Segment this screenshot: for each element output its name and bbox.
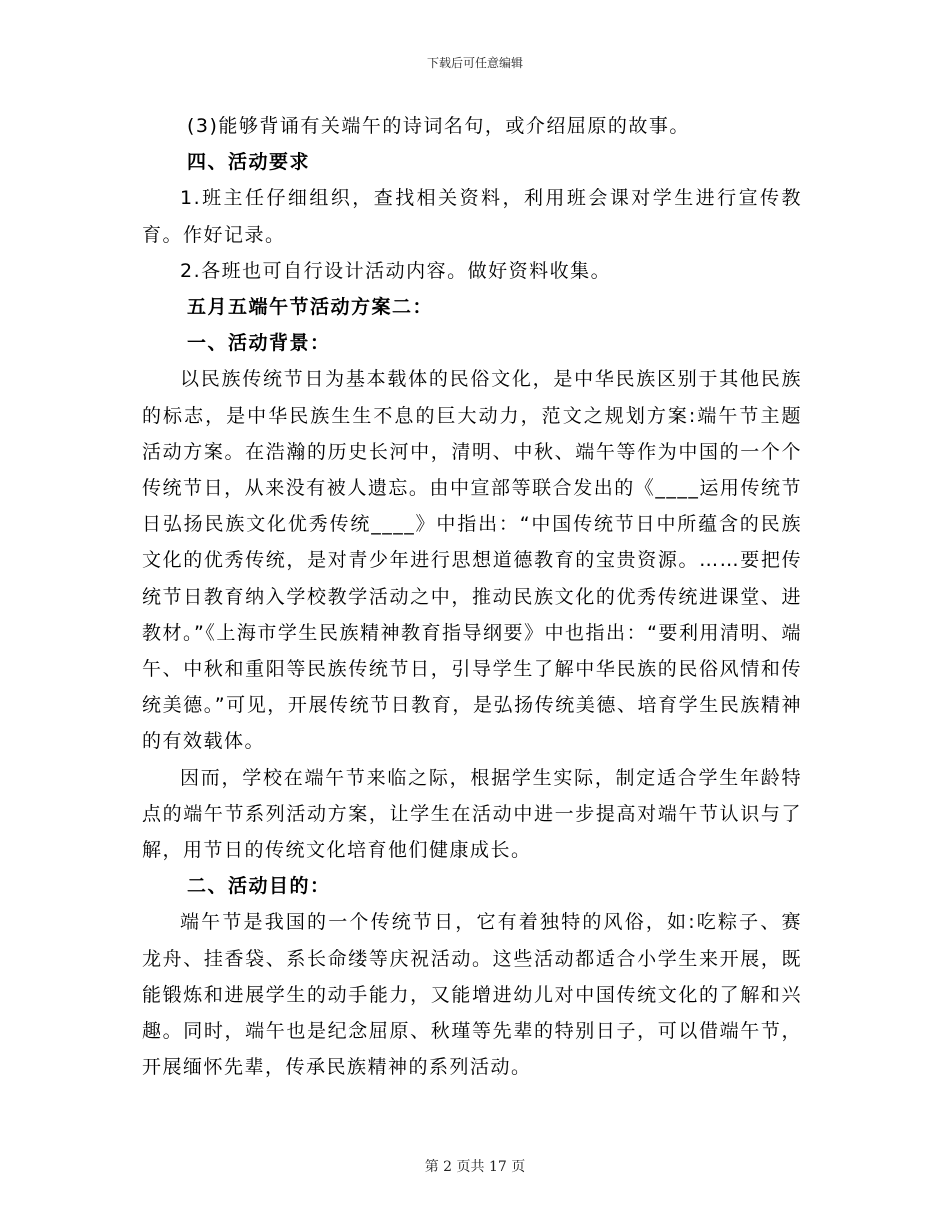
list-item-3: (3)能够背诵有关端午的诗词名句，或介绍屈原的故事。 [187, 115, 690, 137]
page-number: 第 2 页共 17 页 [424, 1159, 526, 1175]
purpose-paragraph-1: 端午节是我国的一个传统节日，它有着独特的风俗，如:吃粽子、赛龙舟、挂香袋、系长命缕等庆祝活动。这些活动都适合小学生来开展，既能锻炼和进展学生的动手能力，又能增进幼儿对中国传统文化的了解和兴趣。同时，端午也是纪念屈原、秋瑾等先辈的特别日子，可以借端午节，开展缅怀先辈，传承民族精神的系列活动。 [142, 911, 802, 1079]
requirement-1: 1.班主任仔细组织，查找相关资料，利用班会课对学生进行宣传教育。作好记录。 [142, 187, 802, 246]
section-title-background: 一、活动背景： [187, 332, 331, 355]
background-paragraph-1: 以民族传统节日为基本载体的民俗文化，是中华民族区别于其他民族的标志，是中华民族生生不息的巨大动力，范文之规划方案:端午节主题活动方案。在浩瀚的历史长河中，清明、中秋、端午等作为中国的一个个传统节日，从来没有被人遗忘。由中宣部等联合发出的《____运用传统节日弘扬民族文化优秀传统____》中指出：“中国传统节日中所蕴含的民族文化的优秀传统，是对青少年进行思想道德教育的宝贵资源。……要把传统节日教育纳入学校教学活动之中，推动民族文化的优秀传统进课堂、进教材。”《上海市学生民族精神教育指导纲要》中也指出：“要利用清明、端午、中秋和重阳等民族传统节日，引导学生了解中华民族的民俗风情和传统美德。”可见，开展传统节日教育，是弘扬传统美德、培育学生民族精神的有效载体。 [142, 368, 802, 753]
page-header: 下载后可任意编辑 [426, 56, 523, 70]
document-body [142, 108, 802, 1085]
section-title-purpose: 二、活动目的： [187, 875, 331, 898]
plan-two-title: 五月五端午节活动方案二： [187, 296, 434, 319]
section-title-requirements: 四、活动要求 [187, 151, 311, 174]
background-paragraph-2: 因而，学校在端午节来临之际，根据学生实际，制定适合学生年龄特点的端午节系列活动方案，让学生在活动中进一步提高对端午节认识与了解，用节日的传统文化培育他们健康成长。 [142, 766, 802, 862]
requirement-2: 2.各班也可自行设计活动内容。做好资料收集。 [180, 259, 612, 282]
